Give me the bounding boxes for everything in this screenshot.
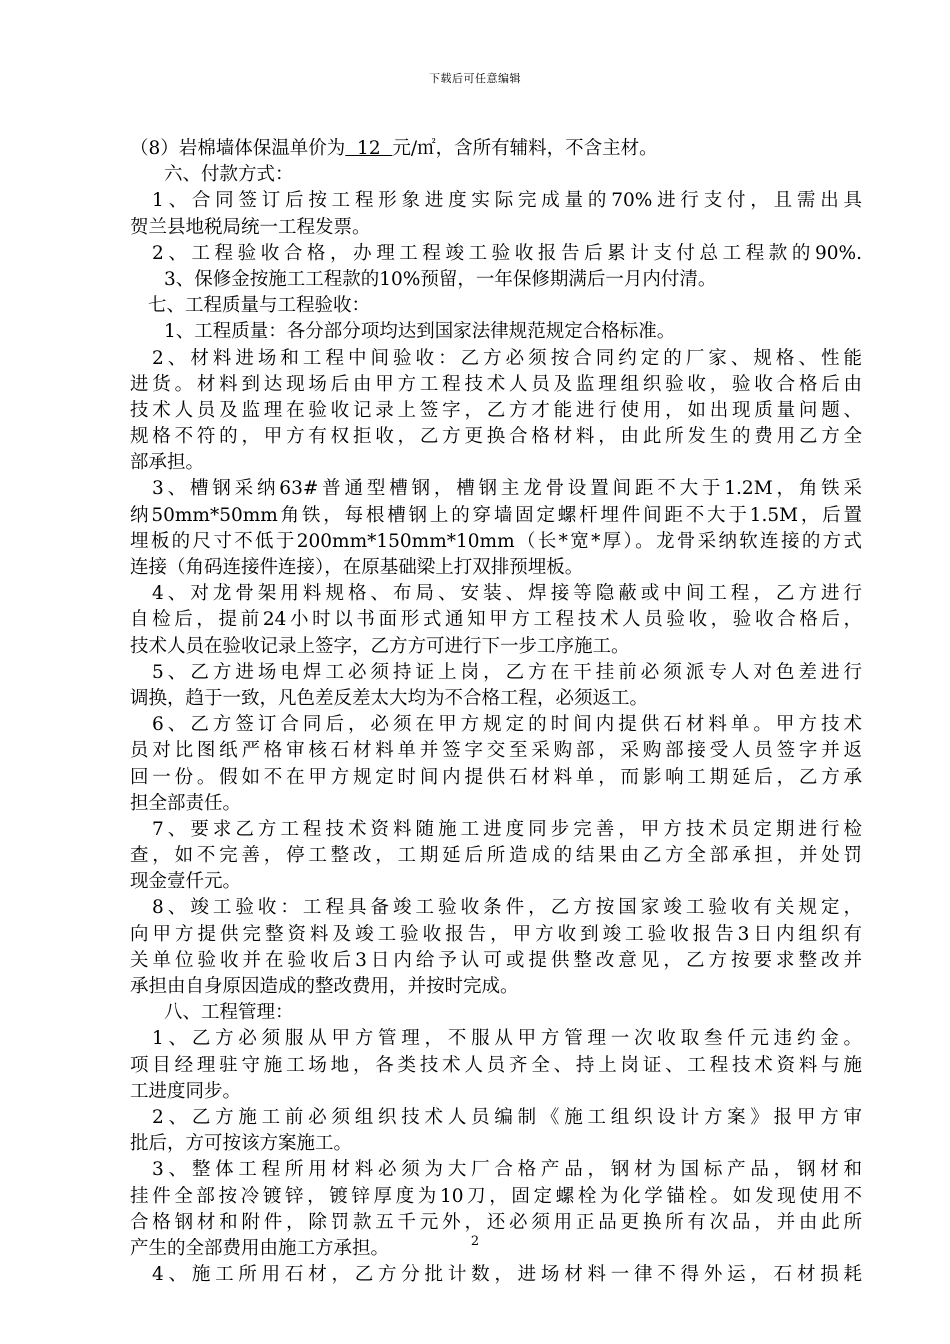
text-line	[130, 136, 862, 162]
text-line: 技术人员及监理在验收记录上签字，乙方才能进行使用，如出现质量问题、	[130, 399, 862, 421]
text-line: 纳50mm*50mm角铁，每根槽钢上的穿墙固定螺杆埋件间距不大于1.5M，后置	[130, 504, 862, 526]
text-line: 8、竣工验收：工程具备竣工验收条件，乙方按国家竣工验收有关规定，	[152, 897, 862, 919]
page-header: 下载后可任意编辑	[429, 72, 521, 85]
text-line: 3、槽钢采纳63#普通型槽钢，槽钢主龙骨设置间距不大于1.2M，角铁采	[152, 478, 862, 500]
text-line: 贺兰县地税局统一工程发票。	[130, 216, 371, 238]
text-line: 6、乙方签订合同后，必须在甲方规定的时间内提供石材料单。甲方技术	[152, 714, 862, 736]
text-line: 调换，趋于一致，凡色差反差太大均为不合格工程，必须返工。	[130, 687, 649, 709]
text-line: 合格钢材和附件，除罚款五千元外，还必须用正品更换所有次品，并由此所	[130, 1211, 862, 1233]
text-line: 关单位验收并在验收后3日内给予认可或提供整改意见，乙方按要求整改并	[130, 949, 862, 971]
text-line: 4、对龙骨架用料规格、布局、安装、焊接等隐蔽或中间工程，乙方进行	[152, 583, 862, 605]
text-line: 八、工程管理：	[164, 1002, 294, 1024]
text-line: 4、施工所用石材，乙方分批计数，进场材料一律不得外运，石材损耗	[152, 1264, 862, 1286]
text-line: 规格不符的，甲方有权拒收，乙方更换合格材料，由此所发生的费用乙方全	[130, 426, 862, 448]
text-line: 现金壹仟元。	[130, 871, 242, 893]
text-line: 3、保修金按施工工程款的10%预留，一年保修期满后一月内付清。	[164, 268, 717, 290]
text-line: 5、乙方进场电焊工必须持证上岗，乙方在干挂前必须派专人对色差进行	[152, 661, 862, 683]
text-line: 技术人员在验收记录上签字，乙方方可进行下一步工序施工。	[130, 635, 630, 657]
text-line: 自检后，提前24小时以书面形式通知甲方工程技术人员验收，验收合格后，	[130, 609, 862, 631]
text-line: 查，如不完善，停工整改，工期延后所造成的结果由乙方全部承担，并处罚	[130, 845, 862, 867]
document-body	[130, 136, 862, 1288]
text-line: 3、整体工程所用材料必须为大厂合格产品，钢材为国标产品，钢材和	[152, 1159, 862, 1181]
text-line: 六、付款方式：	[164, 164, 294, 186]
text-line: 部承担。	[130, 452, 205, 474]
text-line: 产生的全部费用由施工方承担。	[130, 1237, 390, 1259]
text-line: 回一份。假如不在甲方规定时间内提供石材料单，而影响工期延后，乙方承	[130, 766, 862, 788]
text-line: 7、要求乙方工程技术资料随施工进度同步完善，甲方技术员定期进行检	[152, 818, 862, 840]
text-line: 承担由自身原因造成的整改费用，并按时完成。	[130, 976, 519, 997]
text-line: 2、工程验收合格，办理工程竣工验收报告后累计支付总工程款的90%.	[152, 242, 862, 264]
text-line: 埋板的尺寸不低于200mm*150mm*10mm（长*宽*厚）。龙骨采纳软连接的方式	[130, 530, 862, 552]
text-line: 1、工程质量：各分部分项均达到国家法律规范规定合格标准。	[164, 321, 676, 343]
unit-price-value: 12	[345, 138, 393, 159]
text-line: 连接（角码连接件连接），在原基础梁上打双排预埋板。	[130, 557, 584, 578]
text-line: 员对比图纸严格审核石材料单并签字交至采购部，采购部接受人员签字并返	[130, 740, 862, 762]
text-line: 挂件全部按冷镀锌，镀锌厚度为10刀，固定螺栓为化学锚栓。如发现使用不	[130, 1185, 862, 1207]
text-line: 批后，方可按该方案施工。	[130, 1133, 353, 1155]
text-fragment: 元/㎡，含所有辅料，不含主材。	[392, 138, 658, 159]
text-fragment: （8）岩棉墙体保温单价为	[130, 138, 346, 159]
text-line: 七、工程质量与工程验收：	[148, 295, 371, 317]
text-line: 2、乙方施工前必须组织技术人员编制《施工组织设计方案》报甲方审	[152, 1106, 862, 1128]
text-line: 向甲方提供完整资料及竣工验收报告，甲方收到竣工验收报告3日内组织有	[130, 923, 862, 945]
text-line: 2、材料进场和工程中间验收：乙方必须按合同约定的厂家、规格、性能	[152, 347, 862, 369]
text-line: 担全部责任。	[130, 792, 242, 814]
page-number: 2	[470, 1234, 480, 1249]
text-line: 工进度同步。	[130, 1080, 242, 1102]
text-line: 1、乙方必须服从甲方管理，不服从甲方管理一次收取叁仟元违约金。	[152, 1028, 862, 1050]
text-line: 进货。材料到达现场后由甲方工程技术人员及监理组织验收，验收合格后由	[130, 373, 862, 395]
text-line: 项目经理驻守施工场地，各类技术人员齐全、持上岗证、工程技术资料与施	[130, 1054, 862, 1076]
text-line: 1、合同签订后按工程形象进度实际完成量的70%进行支付，且需出具	[152, 190, 862, 212]
